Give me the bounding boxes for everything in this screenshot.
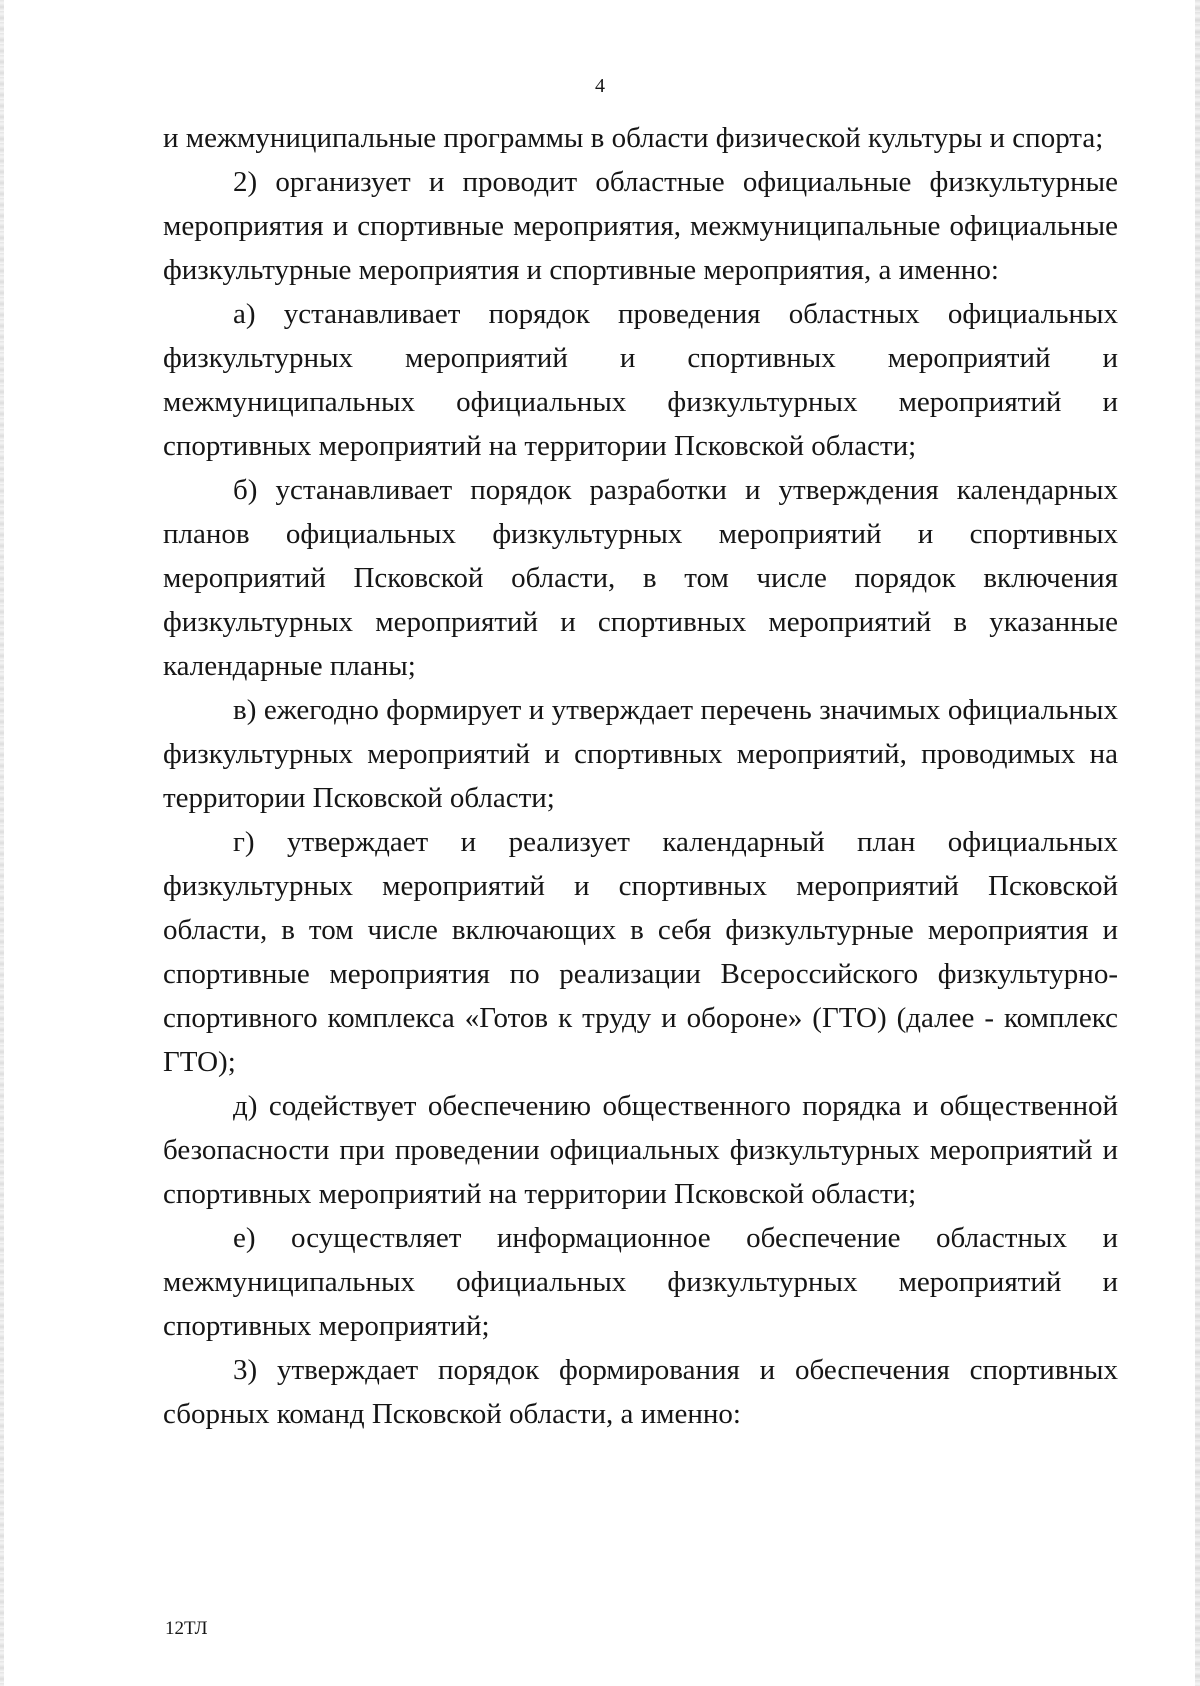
paragraph-item-2b: б) устанавливает порядок разработки и утверждения календарных планов официальных физкультурных мероприятий и спортивных мероприятий Псковской области, в том числе порядок включения физкультурных мероприятий и спортивных мероприятий в указанные календарные планы; (163, 474, 1118, 682)
footer-code: 12ТЛ (165, 1618, 208, 1639)
paragraph-item-2a: а) устанавливает порядок проведения областных официальных физкультурных мероприятий и спортивных мероприятий и межмуниципальных официальных физкультурных мероприятий и спортивных мероприятий на территории Псковской области; (163, 298, 1118, 462)
paragraph-item-3: 3) утверждает порядок формирования и обеспечения спортивных сборных команд Псковской области, а именно: (163, 1354, 1118, 1430)
paragraph-item-2g: г) утверждает и реализует календарный план официальных физкультурных мероприятий и спортивных мероприятий Псковской области, в том числе включающих в себя физкультурные мероприятия и спортивные мероприятия по реализации Всероссийского физкультурно-спортивного комплекса «Готов к труду и обороне» (ГТО) (далее - комплекс ГТО); (163, 826, 1118, 1078)
paragraph-item-2d: д) содействует обеспечению общественного порядка и общественной безопасности при проведении официальных физкультурных мероприятий и спортивных мероприятий на территории Псковской области; (163, 1090, 1118, 1210)
scan-edge-right (1195, 0, 1200, 1686)
document-body (163, 116, 1118, 1436)
paragraph-continuation: и межмуниципальные программы в области физической культуры и спорта; (163, 122, 1104, 154)
paragraph-item-2e: е) осуществляет информационное обеспечение областных и межмуниципальных официальных физкультурных мероприятий и спортивных мероприятий; (163, 1222, 1118, 1342)
paragraph-item-2: 2) организует и проводит областные официальные физкультурные мероприятия и спортивные мероприятия, межмуниципальные официальные физкультурные мероприятия и спортивные мероприятия, а именно: (163, 166, 1118, 286)
page-number: 4 (595, 75, 605, 97)
paragraph-item-2v: в) ежегодно формирует и утверждает перечень значимых официальных физкультурных мероприятий и спортивных мероприятий, проводимых на территории Псковской области; (163, 694, 1118, 814)
scan-edge-left (0, 0, 4, 1686)
